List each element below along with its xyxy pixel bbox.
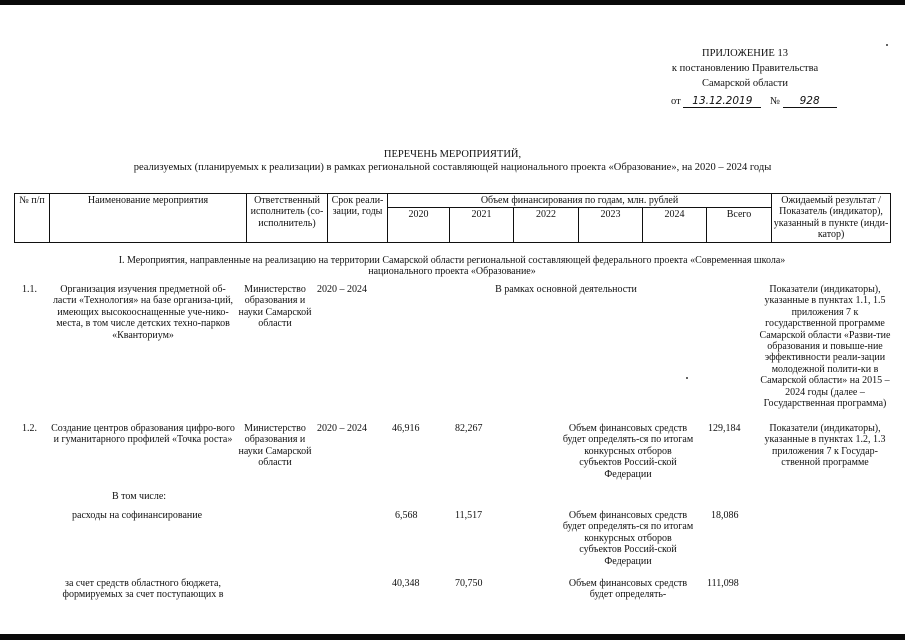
- cofinancing-value-2021: 11,517: [455, 510, 483, 521]
- row-1-1-executor: Министерство образования и науки Самарской области: [238, 284, 312, 330]
- row-1-1-funding: В рамках основной деятельности: [495, 284, 637, 295]
- scan-speck: [686, 377, 688, 379]
- including-label: В том числе:: [112, 491, 167, 502]
- row-1-2-total: 129,184: [708, 423, 741, 434]
- header-funding: Объем финансирования по годам, млн. рублей: [388, 194, 772, 208]
- cofinancing-total: 18,086: [711, 510, 739, 521]
- appendix-block: [660, 47, 830, 91]
- scan-speck: [886, 44, 888, 46]
- appendix-date-line: [671, 95, 837, 108]
- header-result: Ожидаемый результат / Показатель (индикатор), указанный в пункте (инди-катор): [772, 194, 891, 243]
- header-term: Срок реали-зации, годы: [328, 194, 388, 243]
- row-1-1-num: 1.1.: [22, 284, 37, 295]
- regional-budget-funding-note: Объем финансовых средств будет определять-: [568, 578, 688, 601]
- scan-bottom-border: [0, 634, 905, 640]
- row-1-2-num: 1.2.: [22, 423, 37, 434]
- row-1-2-result: Показатели (индикаторы), указанные в пунктах 1.2, 1.3 приложения 7 к Государ-ственной программе: [764, 423, 886, 469]
- appendix-title: ПРИЛОЖЕНИЕ 13: [702, 48, 788, 59]
- header-year-2023: 2023: [579, 208, 643, 242]
- header-year-2024: 2024: [643, 208, 707, 242]
- cofinancing-value-2020: 6,568: [395, 510, 418, 521]
- row-1-2-funding-note: Объем финансовых средств будет определять-ся по итогам конкурсных отборов субъектов Россий-ской Федерации: [562, 423, 694, 480]
- appendix-line2: Самарской области: [702, 78, 788, 89]
- regional-budget-total: 111,098: [707, 578, 739, 589]
- cofinancing-funding-note: Объем финансовых средств будет определять-ся по итогам конкурсных отборов субъектов Россий-ской Федерации: [562, 510, 694, 567]
- header-year-2020: 2020: [388, 208, 450, 242]
- header-name: Наименование мероприятия: [50, 194, 247, 243]
- section-heading-line2: национального проекта «Образование»: [368, 266, 536, 278]
- date-value: 13.12.2019: [683, 95, 761, 108]
- row-1-1-result: Показатели (индикаторы), указанные в пунктах 1.1, 1.5 приложения 7 к государственной программе Самарской области «Разви-тие образования и повыше-ние эффективности реали-зации молодежной полити-ки в Самарской области» на 2015 – 2024 годы (далее – Государственная программа): [759, 284, 891, 410]
- header-num: № п/п: [15, 194, 50, 243]
- date-prefix: от: [671, 96, 681, 107]
- header-year-2021: 2021: [450, 208, 514, 242]
- row-1-2-term: 2020 – 2024: [317, 423, 367, 434]
- doc-title-line1: ПЕРЕЧЕНЬ МЕРОПРИЯТИЙ,: [383, 149, 522, 160]
- table-header: [14, 193, 891, 243]
- row-1-1-name: Организация изучения предметной об-ласти «Технология» на базе организа-ций, имеющих высокооснащенные уче-нико-места, в том числе детских техно-парков «Кванториум»: [52, 284, 234, 341]
- header-executor: Ответственный исполнитель (со-исполнитель): [247, 194, 328, 243]
- section-heading: [14, 255, 890, 278]
- row-1-1-term: 2020 – 2024: [317, 284, 367, 295]
- regional-budget-name: за счет средств областного бюджета, формируемых за счет поступающих в: [62, 578, 224, 601]
- row-1-2-value-2020: 46,916: [392, 423, 420, 434]
- doc-title-line2: реализуемых (планируемых к реализации) в рамках региональной составляющей национального проекта «Образование», на 2020 – 2024 годы: [133, 162, 772, 173]
- number-prefix: №: [769, 96, 780, 107]
- appendix-line1: к постановлению Правительства: [671, 63, 819, 74]
- cofinancing-name: расходы на софинансирование: [72, 510, 203, 521]
- scan-top-border: [0, 0, 905, 5]
- section-heading-line1: I. Мероприятия, направленные на реализацию на территории Самарской области региональной составляющей федерального проекта «Современная школа»: [118, 255, 786, 266]
- number-value: 928: [783, 95, 837, 108]
- row-1-2-value-2021: 82,267: [455, 423, 483, 434]
- doc-title: [0, 148, 905, 174]
- row-1-2-name: Создание центров образования цифро-вого и гуманитарного профилей «Точка роста»: [51, 423, 235, 446]
- row-1-2-executor: Министерство образования и науки Самарской области: [238, 423, 312, 469]
- regional-budget-value-2020: 40,348: [392, 578, 420, 589]
- header-total: Всего: [707, 208, 772, 242]
- header-year-2022: 2022: [514, 208, 579, 242]
- regional-budget-value-2021: 70,750: [455, 578, 483, 589]
